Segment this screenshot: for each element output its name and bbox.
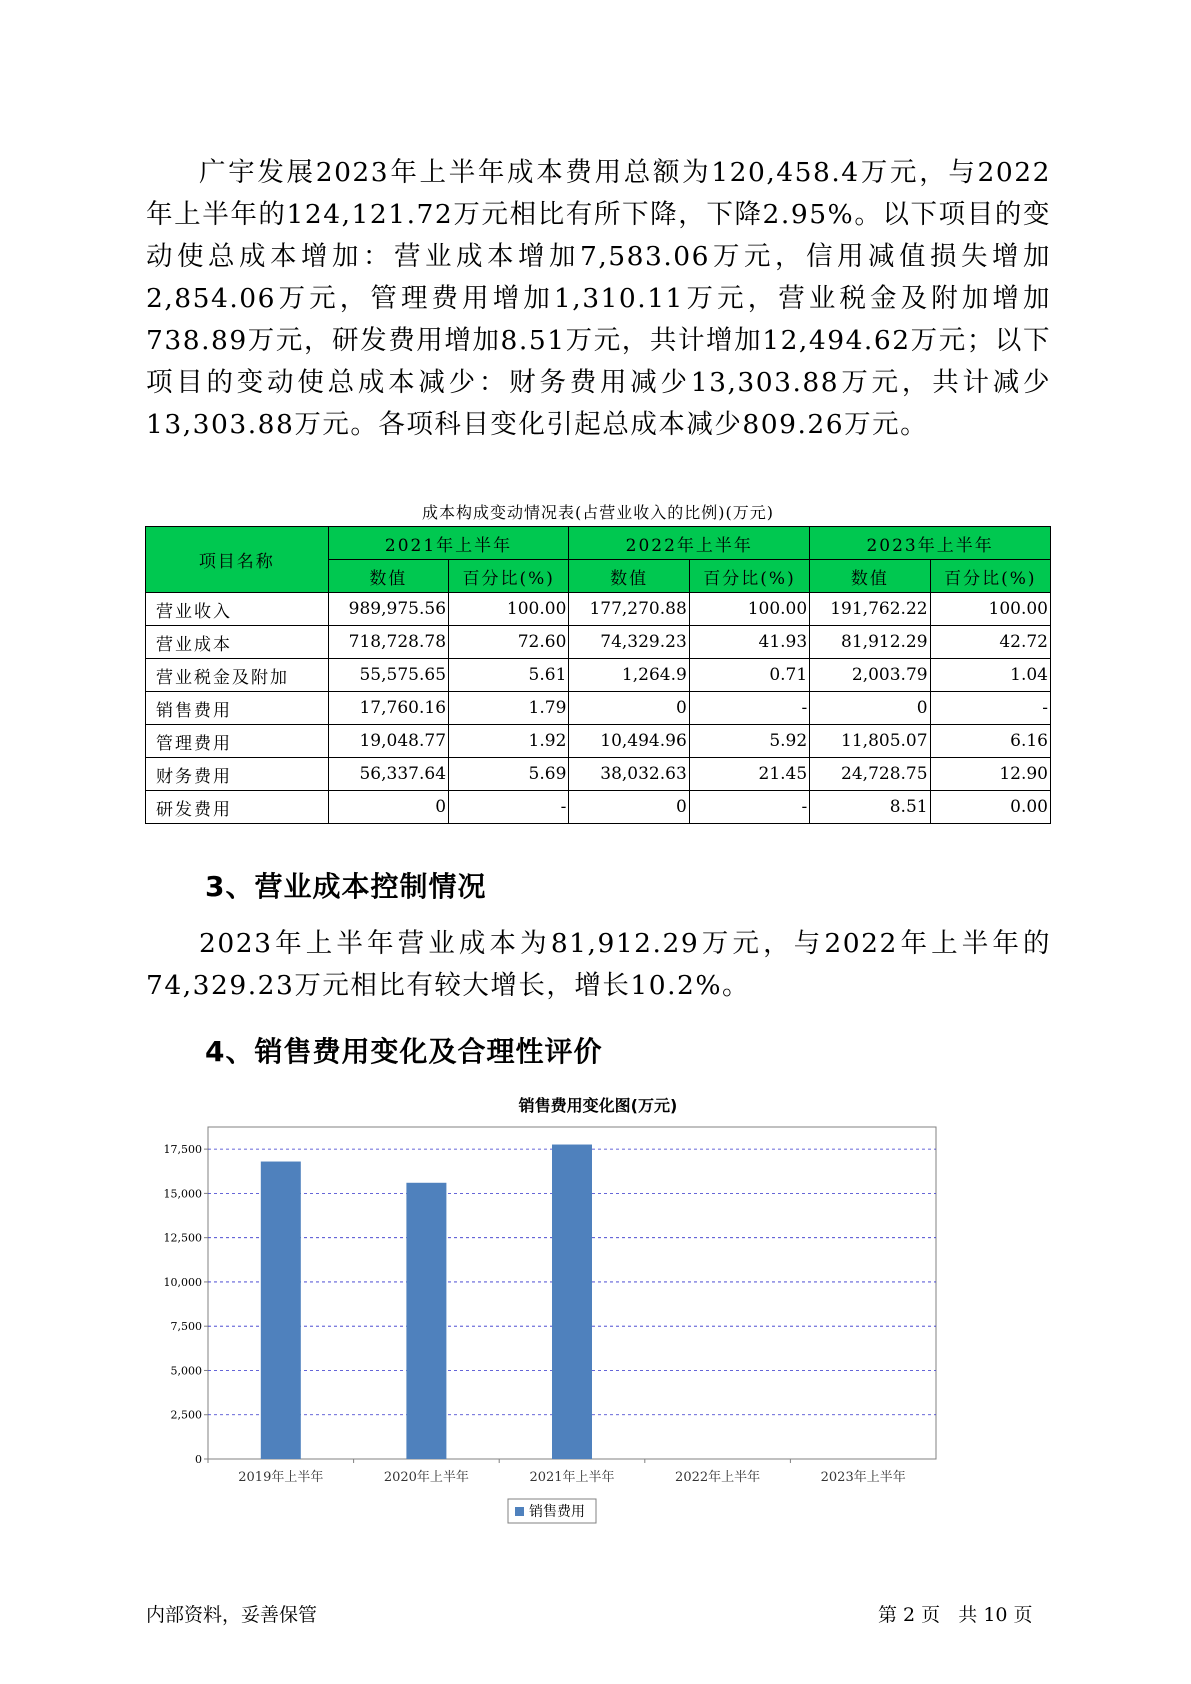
- pct-cell: 41.93: [689, 626, 809, 659]
- value-cell: 0: [569, 692, 689, 725]
- item-name-header: 项目名称: [146, 527, 329, 593]
- footer-left: 内部资料，妥善保管: [146, 1604, 318, 1626]
- x-tick-label: 2023年上半年: [820, 1470, 906, 1485]
- row-name: 营业税金及附加: [146, 659, 329, 692]
- bar: [261, 1162, 301, 1459]
- value-cell: 19,048.77: [328, 725, 448, 758]
- pct-cell: 6.16: [930, 725, 1050, 758]
- section4-heading: 4、销售费用变化及合理性评价: [205, 1035, 603, 1068]
- value-header: 数值: [569, 560, 689, 593]
- table-row: [146, 692, 1051, 725]
- table-row: [146, 626, 1051, 659]
- row-name: 财务费用: [146, 758, 329, 791]
- value-cell: 191,762.22: [810, 593, 930, 626]
- pct-cell: 5.92: [689, 725, 809, 758]
- value-cell: 989,975.56: [328, 593, 448, 626]
- table-row: [146, 725, 1051, 758]
- value-cell: 74,329.23: [569, 626, 689, 659]
- pct-cell: -: [689, 692, 809, 725]
- value-header: 数值: [810, 560, 930, 593]
- pct-cell: 5.69: [449, 758, 569, 791]
- period-header: 2021年上半年: [328, 527, 569, 560]
- pct-header: 百分比(%): [930, 560, 1050, 593]
- period-header: 2023年上半年: [810, 527, 1051, 560]
- sales-expense-bar-chart: [150, 1125, 1030, 1545]
- y-tick-label: 10,000: [163, 1275, 202, 1289]
- bar: [406, 1183, 446, 1459]
- pct-cell: -: [930, 692, 1050, 725]
- value-cell: 0: [328, 791, 448, 824]
- table-row: [146, 593, 1051, 626]
- value-cell: 24,728.75: [810, 758, 930, 791]
- bar: [552, 1145, 592, 1459]
- value-cell: 10,494.96: [569, 725, 689, 758]
- pct-cell: 1.92: [449, 725, 569, 758]
- value-cell: 81,912.29: [810, 626, 930, 659]
- pct-cell: 0.71: [689, 659, 809, 692]
- row-name: 营业收入: [146, 593, 329, 626]
- y-tick-label: 17,500: [163, 1143, 202, 1157]
- y-tick-label: 2,500: [170, 1408, 202, 1422]
- value-cell: 55,575.65: [328, 659, 448, 692]
- value-cell: 11,805.07: [810, 725, 930, 758]
- row-name: 研发费用: [146, 791, 329, 824]
- row-name: 销售费用: [146, 692, 329, 725]
- section3-paragraph: 2023年上半年营业成本为81,912.29万元，与2022年上半年的74,329.23万元相比有较大增长，增长10.2%。: [146, 928, 1051, 1001]
- pct-cell: 72.60: [449, 626, 569, 659]
- page-number: 第 2 页 共 10 页: [878, 1604, 1033, 1626]
- pct-cell: 12.90: [930, 758, 1050, 791]
- row-name: 管理费用: [146, 725, 329, 758]
- value-cell: 1,264.9: [569, 659, 689, 692]
- table-caption: 成本构成变动情况表(占营业收入的比例)(万元): [422, 503, 774, 522]
- value-cell: 718,728.78: [328, 626, 448, 659]
- pct-cell: -: [449, 791, 569, 824]
- pct-cell: 5.61: [449, 659, 569, 692]
- value-cell: 38,032.63: [569, 758, 689, 791]
- pct-header: 百分比(%): [689, 560, 809, 593]
- pct-cell: -: [689, 791, 809, 824]
- value-cell: 56,337.64: [328, 758, 448, 791]
- period-header: 2022年上半年: [569, 527, 810, 560]
- pct-cell: 0.00: [930, 791, 1050, 824]
- value-cell: 8.51: [810, 791, 930, 824]
- pct-header: 百分比(%): [449, 560, 569, 593]
- table-row: [146, 659, 1051, 692]
- value-header: 数值: [328, 560, 448, 593]
- intro-paragraph: 广宇发展2023年上半年成本费用总额为120,458.4万元，与2022年上半年的124,121.72万元相比有所下降，下降2.95%。以下项目的变动使总成本增加：营业成本增加7,583.06万元，信用减值损失增加2,854.06万元，管理费用增加1,310.11万元，营业税金及附加增加738.89万元，研发费用增加8.51万元，共计增加12,494.62万元；以下项目的变动使总成本减少：财务费用减少13,303.88万元，共计减少13,303.88万元。各项科目变化引起总成本减少809.26万元。: [146, 157, 1051, 440]
- y-tick-label: 7,500: [170, 1320, 202, 1334]
- legend-swatch: [515, 1507, 524, 1516]
- table-row: [146, 758, 1051, 791]
- pct-cell: 21.45: [689, 758, 809, 791]
- x-tick-label: 2020年上半年: [383, 1470, 469, 1485]
- value-cell: 0: [569, 791, 689, 824]
- value-cell: 0: [810, 692, 930, 725]
- pct-cell: 42.72: [930, 626, 1050, 659]
- pct-cell: 1.04: [930, 659, 1050, 692]
- y-tick-label: 0: [195, 1453, 202, 1466]
- y-tick-label: 15,000: [163, 1187, 202, 1201]
- legend-label: 销售费用: [529, 1504, 585, 1520]
- row-name: 营业成本: [146, 626, 329, 659]
- value-cell: 2,003.79: [810, 659, 930, 692]
- y-tick-label: 12,500: [163, 1231, 202, 1245]
- value-cell: 177,270.88: [569, 593, 689, 626]
- pct-cell: 1.79: [449, 692, 569, 725]
- cost-structure-table: [145, 526, 1051, 824]
- pct-cell: 100.00: [689, 593, 809, 626]
- x-tick-label: 2021年上半年: [529, 1470, 615, 1485]
- value-cell: 17,760.16: [328, 692, 448, 725]
- section3-heading: 3、营业成本控制情况: [205, 870, 487, 903]
- chart-title: 销售费用变化图(万元): [518, 1096, 678, 1115]
- pct-cell: 100.00: [449, 593, 569, 626]
- y-tick-label: 5,000: [170, 1364, 202, 1378]
- pct-cell: 100.00: [930, 593, 1050, 626]
- x-tick-label: 2019年上半年: [238, 1470, 324, 1485]
- x-tick-label: 2022年上半年: [675, 1470, 761, 1485]
- table-row: [146, 791, 1051, 824]
